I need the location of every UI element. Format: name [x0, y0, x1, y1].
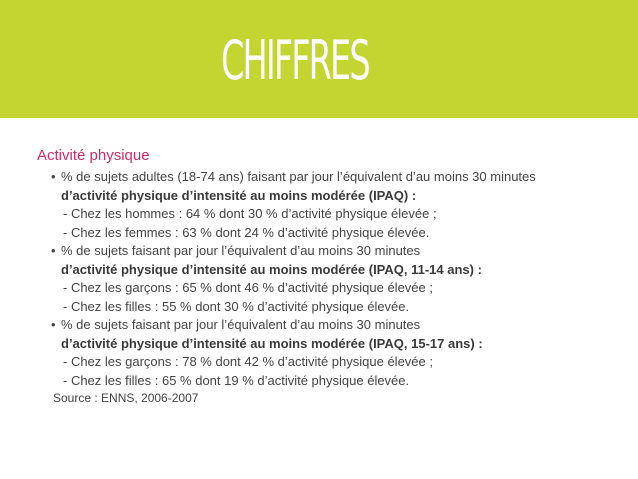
- bullet-dot-icon: •: [51, 317, 56, 332]
- list-item: - Chez les garçons : 65 % dont 46 % d’activité physique élevée ;: [63, 280, 433, 295]
- bullet-bold-text: d’activité physique d’intensité au moins modérée (IPAQ, 15-17 ans) :: [61, 335, 483, 351]
- list-item: - Chez les garçons : 78 % dont 42 % d’activité physique élevée ;: [63, 354, 433, 369]
- bullet-15-17: [37, 316, 617, 353]
- bullet-dot-icon: •: [51, 169, 56, 184]
- bullet-dot-icon: •: [51, 243, 56, 258]
- bullet-adults: [37, 168, 617, 205]
- bullet-11-14: [37, 242, 617, 279]
- list-item: - Chez les hommes : 64 % dont 30 % d’activité physique élevée ;: [63, 206, 437, 221]
- page-title: CHIFFRES: [221, 29, 369, 92]
- source-note: Source : ENNS, 2006-2007: [53, 391, 199, 405]
- list-item: - Chez les filles : 65 % dont 19 % d’activité physique élevée.: [63, 372, 410, 388]
- header-banner: [0, 0, 638, 118]
- list-item: - Chez les filles : 55 % dont 30 % d’activité physique élevée.: [63, 298, 410, 314]
- list-item: - Chez les femmes : 63 % dont 24 % d’activité physique élevée.: [63, 224, 430, 240]
- bullet-intro: % de sujets faisant par jour l’équivalent d’au moins 30 minutes: [61, 243, 421, 258]
- bullet-intro: % de sujets faisant par jour l’équivalent d’au moins 30 minutes: [61, 317, 421, 332]
- bullet-bold-text: d’activité physique d’intensité au moins modérée (IPAQ) :: [61, 187, 417, 203]
- section-title: Activité physique: [37, 147, 150, 164]
- bullet-bold-text: d’activité physique d’intensité au moins modérée (IPAQ, 11-14 ans) :: [61, 261, 482, 277]
- bullet-intro: % de sujets adultes (18-74 ans) faisant par jour l’équivalent d’au moins 30 minutes: [61, 169, 536, 184]
- document-content: [37, 146, 617, 407]
